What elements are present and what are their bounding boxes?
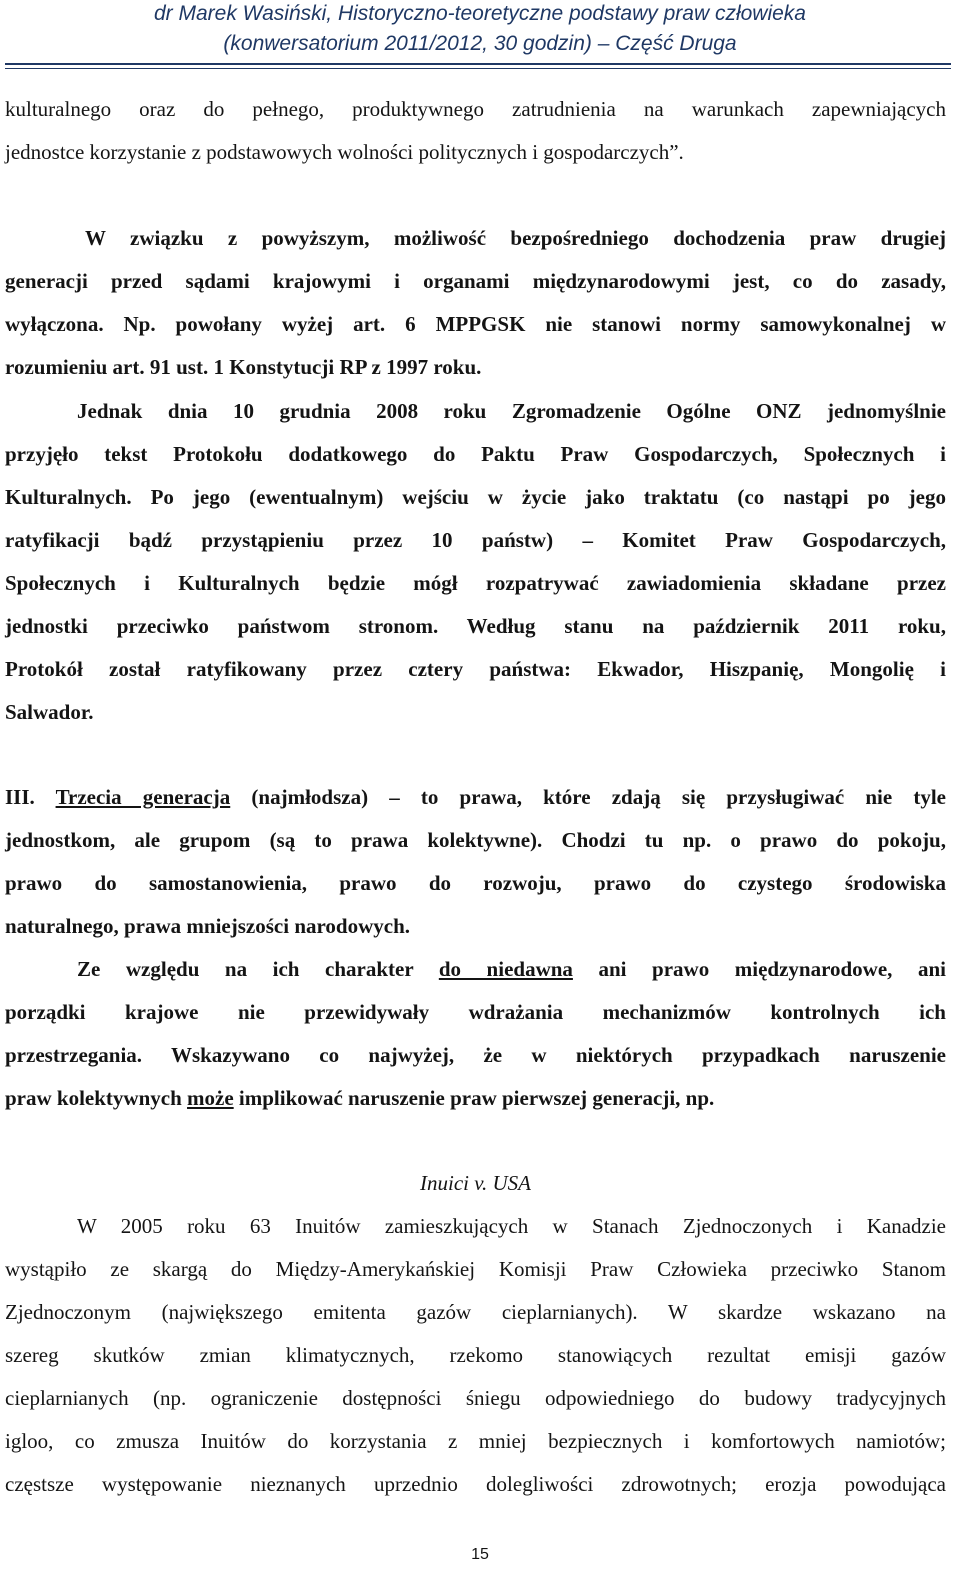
text-line: Protokół został ratyfikowany przez cztery państwa: Ekwador, Hiszpanię, Mongolię i: [5, 657, 946, 681]
paragraph-2: [5, 217, 946, 389]
text-line: częstsze występowanie nieznanych uprzednio dolegliwości zdrowotnych; erozja powodująca: [5, 1472, 946, 1496]
header-rule-thick: [5, 63, 951, 65]
case-title: Inuici v. USA: [420, 1171, 531, 1195]
text-line: jednostkom, ale grupom (są to prawa kolektywne). Chodzi tu np. o prawo do pokoju,: [5, 828, 946, 852]
section-numeral: III.: [5, 785, 35, 809]
text-line: Kulturalnych. Po jego (ewentualnym) wejściu w życie jako traktatu (co nastąpi po jego: [5, 485, 946, 509]
text-line: rozumieniu art. 91 ust. 1 Konstytucji RP z 1997 roku.: [5, 355, 482, 379]
case-heading: [5, 1162, 946, 1205]
header-rule-thin: [5, 68, 951, 69]
text-line: wyłączona. Np. powołany wyżej art. 6 MPPGSK nie stanowi normy samowykonalnej w: [5, 312, 946, 336]
text-line: przyjęło tekst Protokołu dodatkowego do Paktu Praw Gospodarczych, Społecznych i: [5, 442, 946, 466]
text-line: cieplarnianych (np. ograniczenie dostępności śniegu odpowiedniego do budowy tradycyjnych: [5, 1386, 946, 1410]
underlined-text: do niedawna: [438, 957, 573, 981]
text-line: kulturalnego oraz do pełnego, produktywnego zatrudnienia na warunkach zapewniających: [5, 97, 946, 121]
text-line: [5, 776, 946, 819]
page-number: 15: [471, 1546, 489, 1563]
text-line: ratyfikacji bądź przystąpieniu przez 10 państw) – Komitet Praw Gospodarczych,: [5, 528, 946, 552]
text-line: naturalnego, prawa mniejszości narodowych.: [5, 914, 411, 938]
text-line: igloo, co zmusza Inuitów do korzystania z mniej bezpiecznych i komfortowych namiotów;: [5, 1429, 946, 1453]
text-line: Zjednoczonym (największego emitenta gazów cieplarnianych). W skardze wskazano na: [5, 1300, 946, 1324]
text-line: przestrzegania. Wskazywano co najwyżej, że w niektórych przypadkach naruszenie: [5, 1043, 946, 1067]
text-line: Salwador.: [5, 700, 94, 724]
text-line: generacji przed sądami krajowymi i organami międzynarodowymi jest, co do zasady,: [5, 269, 946, 293]
text-line: [5, 1077, 946, 1120]
text-line: Jednak dnia 10 grudnia 2008 roku Zgromadzenie Ogólne ONZ jednomyślnie: [77, 399, 946, 423]
paragraph-3: [5, 390, 946, 734]
underlined-text: może: [187, 1086, 234, 1110]
text-line: prawo do samostanowienia, prawo do rozwoju, prawo do czystego środowiska: [5, 871, 946, 895]
text-line: szereg skutków zmian klimatycznych, rzekomo stanowiących rezultat emisji gazów: [5, 1343, 946, 1367]
text-line: [5, 948, 946, 991]
text-line: W związku z powyższym, możliwość bezpośredniego dochodzenia praw drugiej: [85, 226, 946, 250]
text-line: wystąpiło ze skargą do Między-Amerykańskiej Komisji Praw Człowieka przeciwko Stanom: [5, 1257, 946, 1281]
paragraph-1: [5, 88, 946, 174]
text-line: Społecznych i Kulturalnych będzie mógł rozpatrywać zawiadomienia składane przez: [5, 571, 946, 595]
header-line-2: (konwersatorium 2011/2012, 30 godzin) – Część Druga: [223, 32, 737, 55]
text-fragment: implikować naruszenie praw pierwszej generacji, np.: [233, 1086, 715, 1110]
text-line: jednostce korzystanie z podstawowych wolności politycznych i gospodarczych”.: [5, 140, 684, 164]
text-line: porządki krajowe nie przewidywały wdrażania mechanizmów kontrolnych ich: [5, 1000, 946, 1024]
text-line: W 2005 roku 63 Inuitów zamieszkujących w Stanach Zjednoczonych i Kanadzie: [77, 1214, 946, 1238]
header-line-1: dr Marek Wasiński, Historyczno-teoretyczne podstawy praw człowieka: [153, 2, 806, 25]
text-line: jednostki przeciwko państwom stronom. Według stanu na październik 2011 roku,: [5, 614, 946, 638]
text-fragment: praw kolektywnych: [5, 1086, 188, 1110]
text-fragment: (najmłodsza) – to prawa, które zdają się przysługiwać nie tyle: [230, 785, 946, 809]
section-term: Trzecia generacja: [55, 785, 231, 809]
paragraph-4: [5, 776, 946, 948]
paragraph-6: [5, 1205, 946, 1506]
paragraph-5: [5, 948, 946, 1120]
text-fragment: Ze względu na ich charakter: [77, 957, 439, 981]
text-fragment: ani prawo międzynarodowe, ani: [572, 957, 946, 981]
